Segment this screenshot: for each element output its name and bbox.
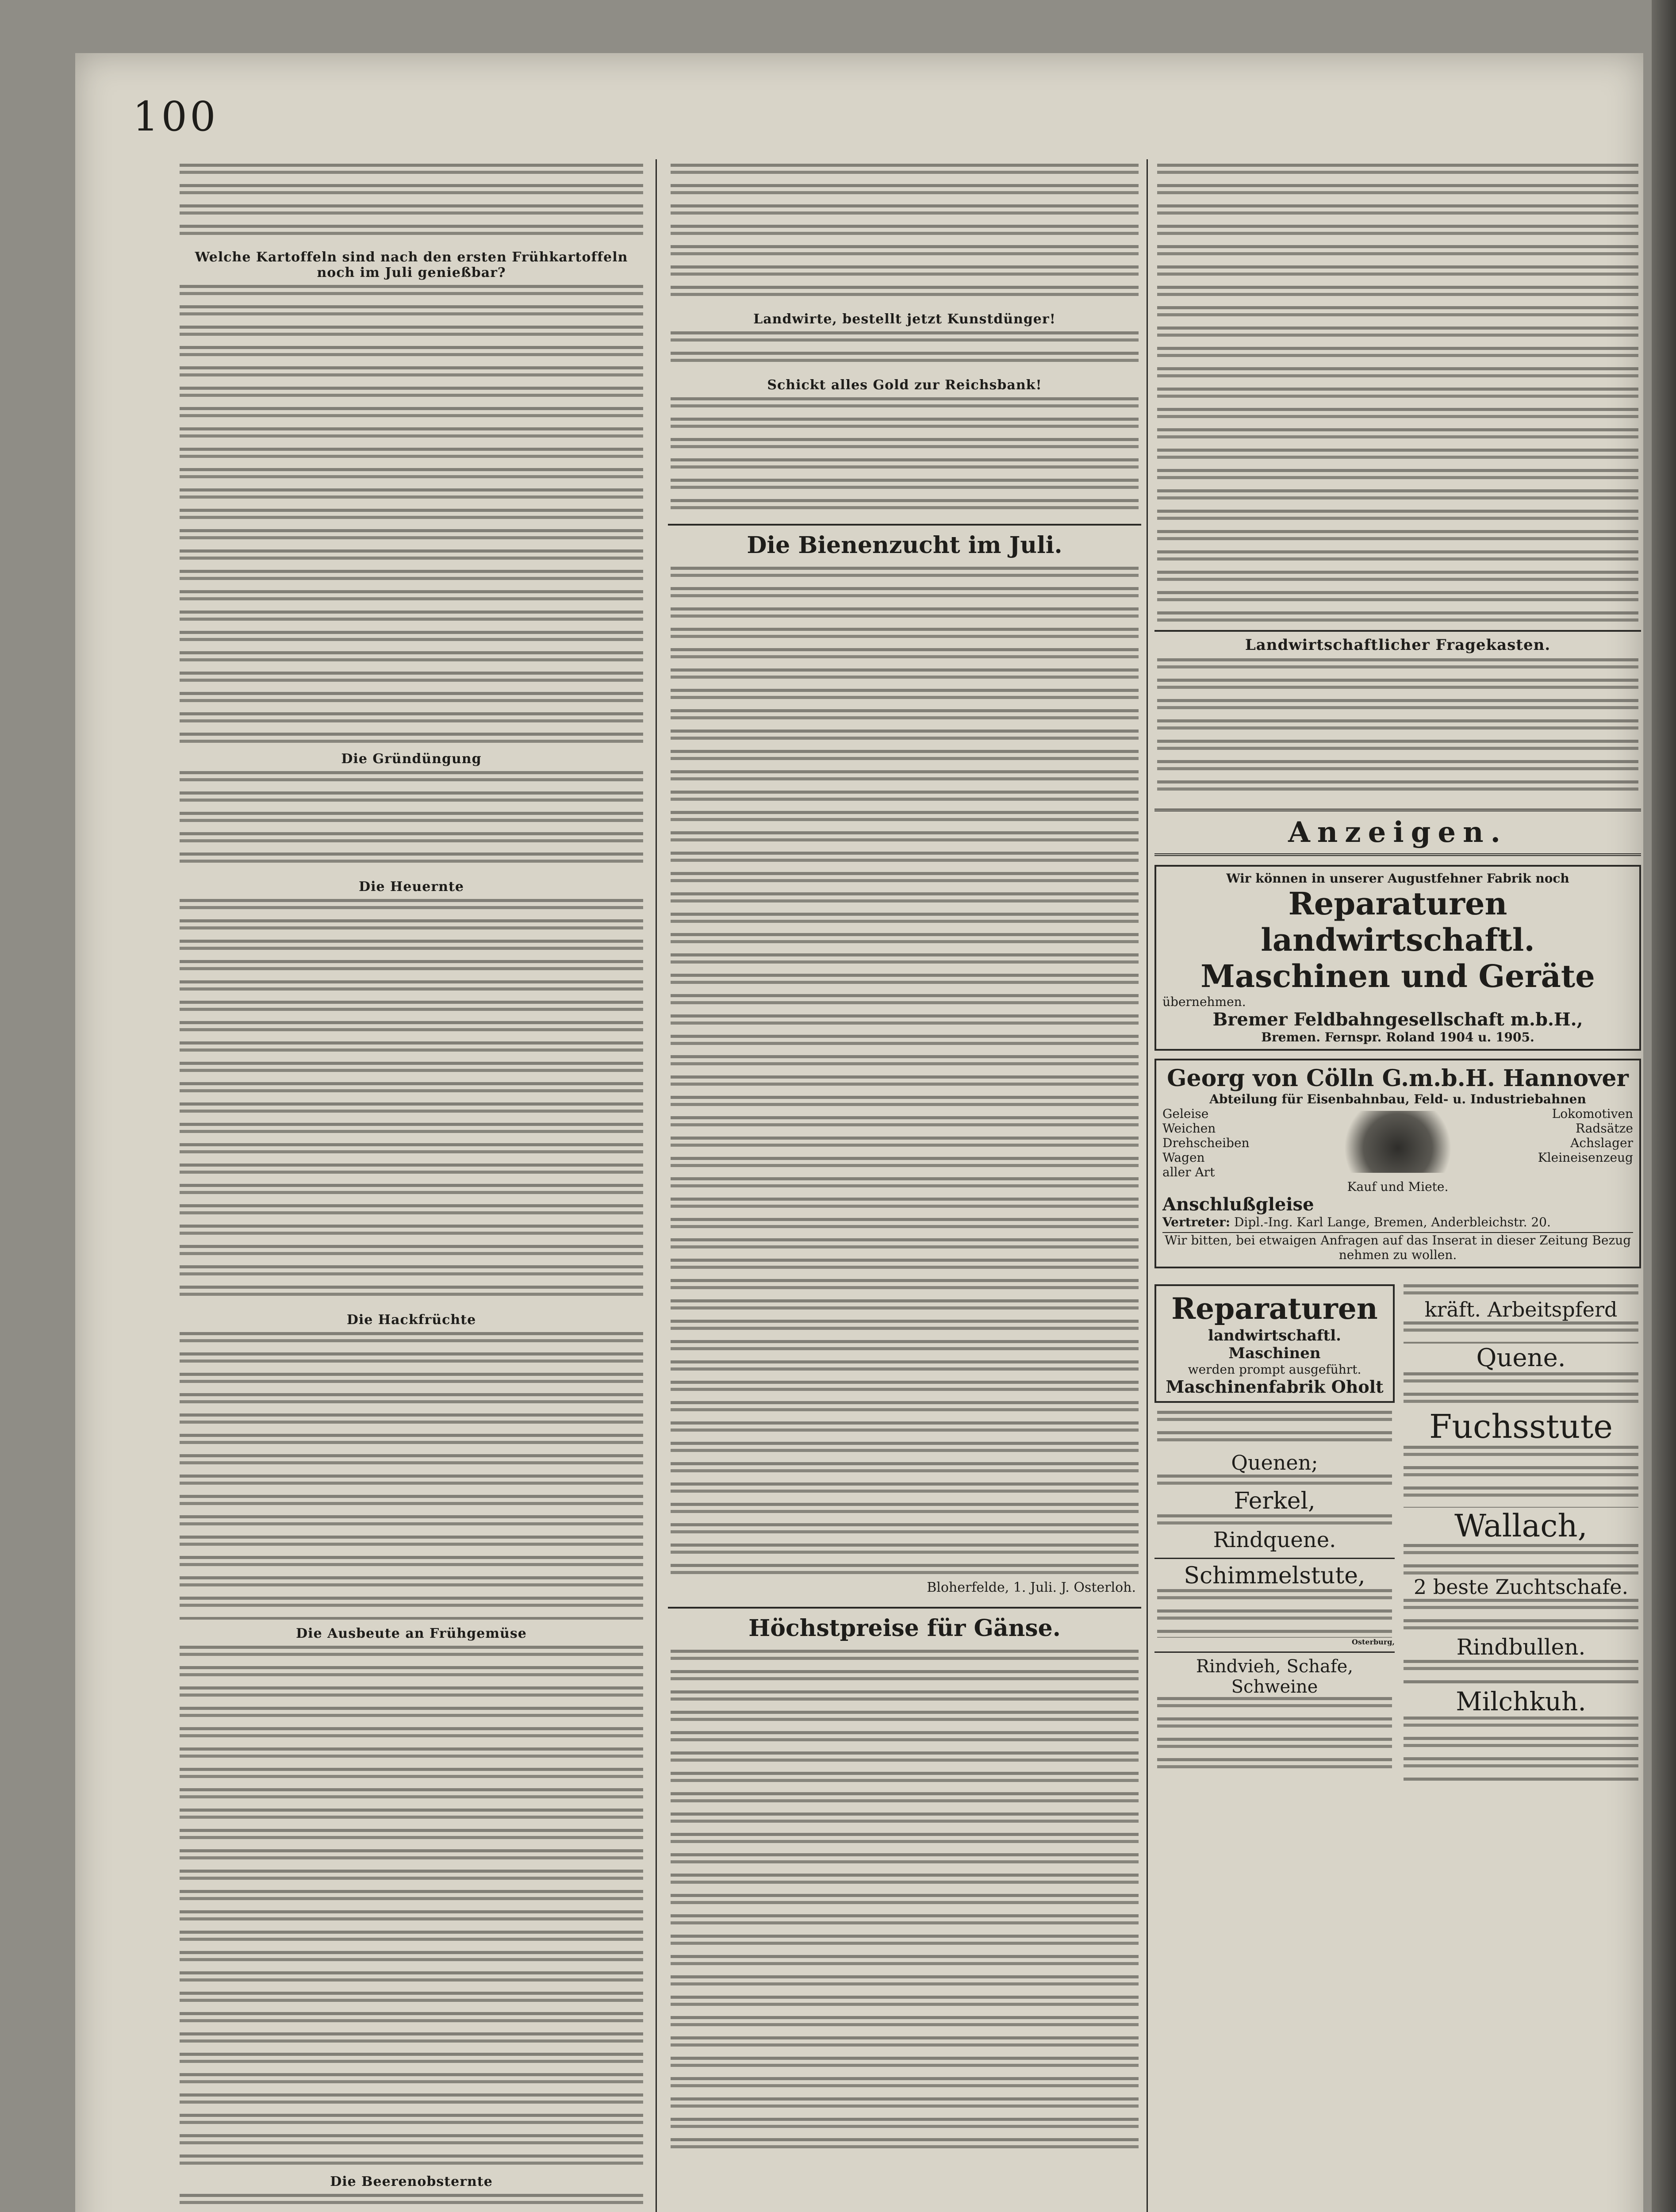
ad-oholt-title: Reparaturen <box>1171 1291 1378 1326</box>
heading-fragekasten: Landwirtschaftlicher Fragekasten. <box>1154 630 1641 654</box>
text-block <box>671 567 1139 1575</box>
ad-bremer-feldbahn <box>1154 865 1641 1051</box>
heading-fruehkartoffeln: Welche Kartoffeln sind nach den ersten Frühkartoffeln noch im Juli genießbar? <box>195 250 628 280</box>
text-block <box>1157 1514 1392 1528</box>
column-2 <box>668 164 1141 2158</box>
text-block <box>1404 1599 1638 1634</box>
text-block <box>1157 1589 1392 1638</box>
ad-bremer-line1: Wir können in unserer Augustfehner Fabrik noch <box>1226 871 1569 886</box>
ad-wallach: Wallach, <box>1454 1508 1588 1544</box>
ad-rindbullen: Rindbullen. <box>1456 1634 1586 1660</box>
small-ads-right <box>1401 1276 1641 1783</box>
ad-bremer-line2: übernehmen. <box>1162 995 1246 1009</box>
text-block <box>1157 1475 1392 1488</box>
ad-coelln-vertreter: Vertreter: Dipl.-Ing. Karl Lange, Bremen, Anderbleichstr. 20. <box>1162 1215 1551 1229</box>
book-edge <box>1652 0 1676 2212</box>
ad-bremer-contact: Bremen. Fernspr. Roland 1904 u. 1905. <box>1261 1030 1534 1045</box>
column-rule <box>656 159 657 2212</box>
heading-gaense: Höchstpreise für Gänse. <box>668 1607 1141 1642</box>
heading-heuernte: Die Heuernte <box>359 879 464 895</box>
text-block <box>180 285 643 745</box>
ad-ferkel: Ferkel, <box>1234 1488 1315 1514</box>
small-ads-grid <box>1154 1276 1641 1783</box>
text-block <box>1157 658 1638 800</box>
text-block <box>180 771 643 873</box>
ad-zuchtschafe: 2 beste Zuchtschafe. <box>1413 1575 1629 1599</box>
heading-bienenzucht: Die Bienenzucht im Juli. <box>668 524 1141 559</box>
text-block <box>1404 1544 1638 1575</box>
ad-quenen: Quenen; <box>1231 1451 1318 1475</box>
text-block <box>1157 1411 1392 1451</box>
heading-kunstduenger: Landwirte, bestellt jetzt Kunstdünger! <box>753 311 1056 327</box>
heading-fruehgemuese: Die Ausbeute an Frühgemüse <box>296 1626 527 1641</box>
ad-schimmelstute: Schimmelstute, <box>1154 1558 1395 1589</box>
text-block <box>1404 1717 1638 1783</box>
text-block <box>1404 1372 1638 1408</box>
column-3 <box>1154 164 1641 1783</box>
ad-bremer-title: Reparaturen landwirtschaftl. Maschinen und Geräte <box>1200 885 1595 995</box>
text-block <box>671 1650 1139 2158</box>
ad-osterburg: Osterburg, <box>1352 1638 1395 1646</box>
text-block <box>180 164 643 243</box>
ad-quene: Quene. <box>1476 1344 1566 1372</box>
ad-oholt-line1: landwirtschaftl. Maschinen <box>1208 1327 1341 1362</box>
text-block <box>1404 1321 1638 1344</box>
text-block <box>671 397 1139 512</box>
small-ads-left <box>1154 1276 1395 1783</box>
ad-coelln-kauf: Kauf und Miete. <box>1347 1179 1449 1194</box>
text-block <box>671 331 1139 371</box>
ad-georg-von-coelln <box>1154 1059 1641 1268</box>
heading-gold: Schickt alles Gold zur Reichsbank! <box>767 377 1042 393</box>
text-block <box>1404 1660 1638 1686</box>
ad-oholt-line2: werden prompt ausgeführt. <box>1188 1362 1362 1377</box>
ad-coelln-right-list: Lokomotiven Radsätze Achslager Kleineisenzeug <box>1538 1106 1633 1165</box>
ad-fuchsstute: Fuchsstute <box>1429 1408 1613 1446</box>
ad-bremer-company: Bremer Feldbahngesellschaft m.b.H., <box>1212 1009 1583 1030</box>
ad-coelln-left-list: Geleise Weichen Drehscheiben Wagen aller Art <box>1162 1106 1250 1179</box>
text-block <box>671 164 1139 305</box>
ad-rindvieh: Rindvieh, Schafe, Schweine <box>1154 1651 1395 1697</box>
ad-rindquene: Rindquene. <box>1213 1528 1336 1552</box>
locomotive-illustration <box>1331 1111 1464 1173</box>
text-block <box>1157 1697 1392 1772</box>
text-block <box>1404 1446 1638 1508</box>
column-rule <box>1147 159 1148 2212</box>
heading-beerenobst: Die Beerenobsternte <box>330 2174 493 2189</box>
ad-coelln-bitte: Wir bitten, bei etwaigen Anfragen auf das Inserat in dieser Zeitung Bezug nehmen zu wollen. <box>1162 1232 1633 1262</box>
text-block <box>180 1646 643 2168</box>
ad-coelln-dept: Abteilung für Eisenbahnbau, Feld- u. Industriebahnen <box>1209 1092 1586 1106</box>
text-block <box>180 899 643 1306</box>
text-block <box>180 1332 643 1620</box>
heading-hackfruechte: Die Hackfrüchte <box>346 1312 476 1328</box>
signature-bienenzucht: Bloherfelde, 1. Juli. J. Osterloh. <box>927 1580 1136 1595</box>
text-block <box>1404 1284 1638 1298</box>
column-1 <box>177 164 646 2212</box>
text-block <box>1157 164 1638 624</box>
heading-gruenduengung: Die Gründüngung <box>341 751 482 767</box>
page-number: 100 <box>133 93 219 140</box>
ad-milchkuh: Milchkuh. <box>1456 1686 1586 1717</box>
ad-coelln-anschluss: Anschlußgleise <box>1162 1194 1314 1215</box>
text-block <box>180 2194 643 2212</box>
ad-oholt-company: Maschinenfabrik Oholt <box>1166 1377 1384 1397</box>
ad-coelln-company: Georg von Cölln G.m.b.H. Hannover <box>1167 1065 1629 1092</box>
ad-arbeitspferd: kräft. Arbeitspferd <box>1424 1298 1618 1321</box>
anzeigen-heading: Anzeigen. <box>1154 809 1641 856</box>
ad-oholt <box>1154 1284 1395 1403</box>
